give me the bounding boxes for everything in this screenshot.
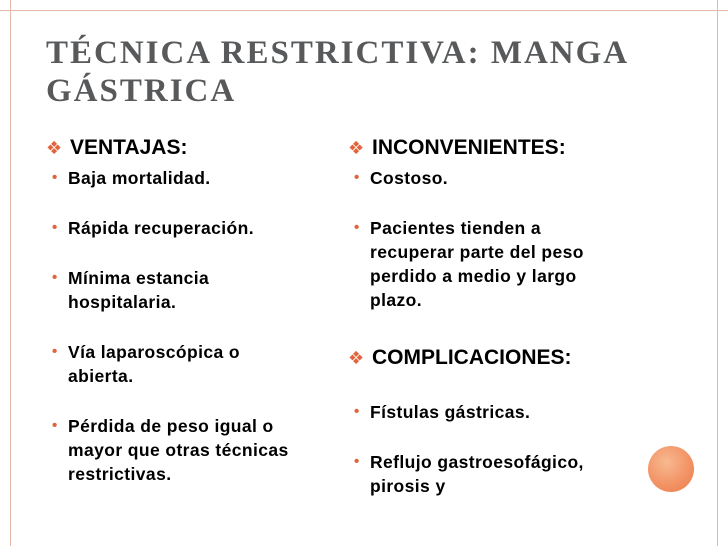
list-item <box>348 216 620 312</box>
list-item <box>348 450 590 498</box>
list-item-text: Vía laparoscópica o abierta. <box>68 342 240 386</box>
list-item-text: Pacientes tienden a recuperar parte del peso perdido a medio y largo plazo. <box>370 218 584 310</box>
decorative-orange-circle <box>648 446 694 492</box>
list-item-text: Baja mortalidad. <box>68 168 211 188</box>
list-item <box>46 166 346 190</box>
complicaciones-heading <box>348 344 648 372</box>
inconvenientes-heading <box>348 134 648 162</box>
orange-arrow-bullet-icon: ❖ <box>348 138 365 158</box>
bullet-dot-icon: • <box>52 269 58 286</box>
complicaciones-heading-label: COMPLICACIONES: <box>372 346 572 369</box>
list-item-text: Mínima estancia hospitalaria. <box>68 268 210 312</box>
list-item <box>348 400 648 424</box>
list-item <box>348 166 648 190</box>
bullet-dot-icon: • <box>354 219 360 236</box>
right-column <box>348 134 648 498</box>
ventajas-heading-label: VENTAJAS: <box>70 136 188 159</box>
list-item-text: Fístulas gástricas. <box>370 402 531 422</box>
inconvenientes-heading-label: INCONVENIENTES: <box>372 136 566 159</box>
bullet-dot-icon: • <box>52 219 58 236</box>
bullet-dot-icon: • <box>52 343 58 360</box>
bullet-dot-icon: • <box>354 403 360 420</box>
list-item-text: Reflujo gastroesofágico, pirosis y <box>370 452 584 496</box>
bullet-dot-icon: • <box>52 417 58 434</box>
list-item <box>46 216 346 240</box>
list-item <box>46 266 268 314</box>
list-item <box>46 414 328 486</box>
list-item-text: Costoso. <box>370 168 449 188</box>
orange-arrow-bullet-icon: ❖ <box>46 138 63 158</box>
bullet-dot-icon: • <box>52 169 58 186</box>
list-item <box>46 340 288 388</box>
slide-frame-top-border <box>0 10 728 11</box>
ventajas-heading <box>46 134 346 162</box>
orange-arrow-bullet-icon: ❖ <box>348 348 365 368</box>
left-column <box>46 134 346 486</box>
list-item-text: Pérdida de peso igual o mayor que otras técnicas restrictivas. <box>68 416 289 484</box>
bullet-dot-icon: • <box>354 169 360 186</box>
list-item-text: Rápida recuperación. <box>68 218 254 238</box>
bullet-dot-icon: • <box>354 453 360 470</box>
slide-title: TÉCNICA RESTRICTIVA: MANGA GÁSTRICA <box>46 35 628 109</box>
slide-frame-right-border <box>717 0 718 546</box>
slide-frame-left-border <box>10 0 11 546</box>
